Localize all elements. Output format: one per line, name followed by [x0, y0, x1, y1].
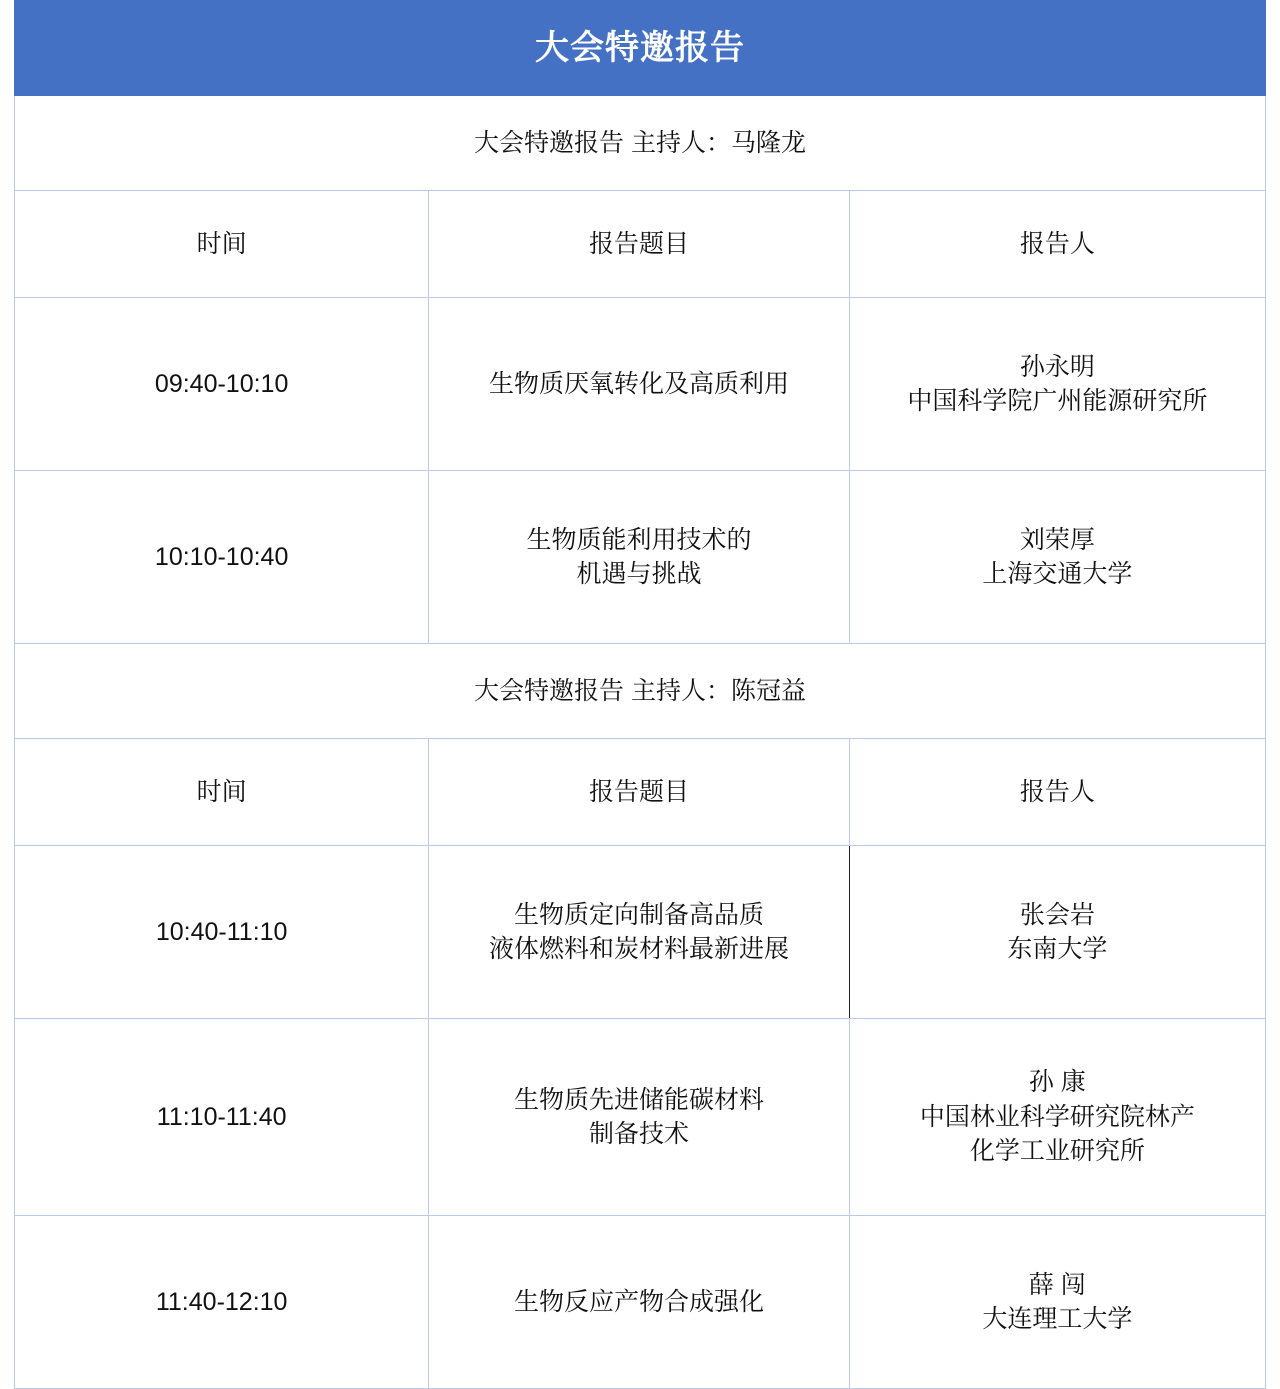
- row-speaker-name: 薛 闯: [1028, 1270, 1086, 1299]
- row-topic: [429, 471, 849, 644]
- row-speaker-name: 孙 康: [1028, 1068, 1086, 1097]
- row-speaker: [849, 1216, 1265, 1389]
- row-speaker-affiliation: 中国林业科学研究院林产: [919, 1102, 1195, 1131]
- banner-title: 大会特邀报告: [15, 1, 1266, 96]
- column-header-speaker: 报告人: [849, 191, 1265, 298]
- row-speaker-affiliation: 东南大学: [1007, 935, 1108, 963]
- session-header-row: [15, 96, 1266, 191]
- row-speaker-affiliation: 上海交通大学: [982, 560, 1133, 588]
- table-row: [15, 298, 1266, 471]
- session-header-row: [15, 644, 1266, 739]
- row-topic: [429, 846, 849, 1019]
- row-topic-line: 生物质能利用技术的: [526, 525, 752, 554]
- row-time: 11:40-12:10: [15, 1216, 429, 1389]
- row-topic-line: 生物质定向制备高品质: [513, 900, 764, 929]
- row-speaker: [849, 1019, 1265, 1216]
- session-label: 大会特邀报告 主持人：马隆龙: [15, 96, 1266, 191]
- row-speaker: [849, 298, 1265, 471]
- row-topic: [429, 298, 849, 471]
- table-row: [15, 1216, 1266, 1389]
- column-header-topic: 报告题目: [429, 739, 849, 846]
- row-topic: [429, 1019, 849, 1216]
- row-time: 09:40-10:10: [15, 298, 429, 471]
- session-label: 大会特邀报告 主持人：陈冠益: [15, 644, 1266, 739]
- row-speaker-affiliation: 化学工业研究所: [969, 1137, 1145, 1166]
- table-row: [15, 1019, 1266, 1216]
- row-time: 11:10-11:40: [15, 1019, 429, 1216]
- column-header-time: 时间: [15, 739, 429, 846]
- conference-schedule-table: [14, 0, 1266, 1389]
- row-speaker-name: 孙永明: [1019, 352, 1095, 381]
- column-header-speaker: 报告人: [849, 739, 1265, 846]
- table-row: [15, 471, 1266, 644]
- row-time: 10:40-11:10: [15, 846, 429, 1019]
- row-speaker: [849, 846, 1265, 1019]
- row-topic-line: 机遇与挑战: [576, 560, 702, 588]
- row-time: 10:10-10:40: [15, 471, 429, 644]
- column-header-topic: 报告题目: [429, 191, 849, 298]
- row-topic-line: 制备技术: [588, 1120, 689, 1148]
- row-topic: [429, 1216, 849, 1389]
- row-speaker-name: 刘荣厚: [1019, 525, 1095, 554]
- row-topic-line: 生物质先进储能碳材料: [513, 1085, 764, 1114]
- row-topic-line: 液体燃料和炭材料最新进展: [488, 935, 789, 963]
- banner-row: [15, 1, 1266, 96]
- row-speaker-name: 张会岩: [1019, 900, 1095, 929]
- row-topic-line: 生物质厌氧转化及高质利用: [488, 369, 789, 398]
- column-header-row: [15, 739, 1266, 846]
- column-header-time: 时间: [15, 191, 429, 298]
- row-speaker-affiliation: 中国科学院广州能源研究所: [907, 387, 1208, 415]
- row-speaker-affiliation: 大连理工大学: [982, 1305, 1133, 1333]
- table-row: [15, 846, 1266, 1019]
- row-speaker: [849, 471, 1265, 644]
- column-header-row: [15, 191, 1266, 298]
- row-topic-line: 生物反应产物合成强化: [513, 1287, 764, 1316]
